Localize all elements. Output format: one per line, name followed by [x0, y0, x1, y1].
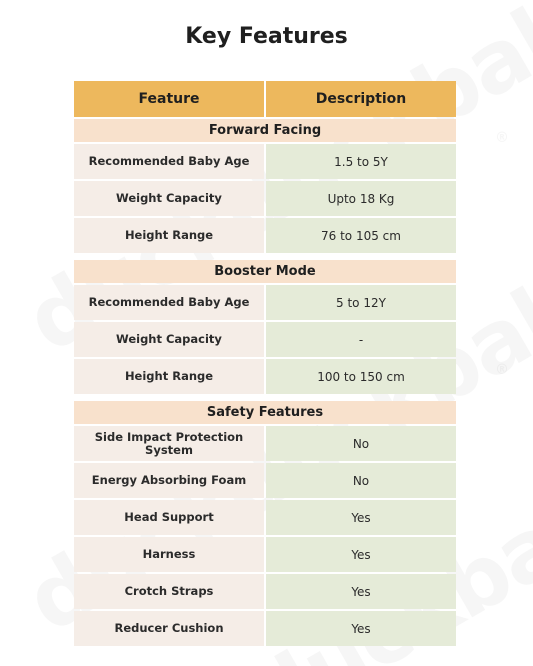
feature-cell: Recommended Baby Age: [74, 144, 264, 179]
feature-cell: Height Range: [74, 359, 264, 394]
feature-cell: Head Support: [74, 500, 264, 535]
table-row: [74, 144, 456, 179]
table-row: [74, 322, 456, 357]
table-row: [74, 359, 456, 394]
table-row: [74, 611, 456, 646]
value-cell: 1.5 to 5Y: [266, 144, 456, 179]
section-header-booster-mode: Booster Mode: [74, 260, 456, 283]
value-cell: No: [266, 426, 456, 461]
value-cell: 100 to 150 cm: [266, 359, 456, 394]
value-cell: Yes: [266, 574, 456, 609]
value-cell: Upto 18 Kg: [266, 181, 456, 216]
feature-cell: Crotch Straps: [74, 574, 264, 609]
section-header-forward-facing: Forward Facing: [74, 119, 456, 142]
table-header: [74, 81, 456, 117]
features-table: [74, 81, 456, 646]
feature-cell: Height Range: [74, 218, 264, 253]
value-cell: Yes: [266, 500, 456, 535]
value-cell: 76 to 105 cm: [266, 218, 456, 253]
section-header-safety-features: Safety Features: [74, 401, 456, 424]
value-cell: No: [266, 463, 456, 498]
value-cell: 5 to 12Y: [266, 285, 456, 320]
table-row: [74, 537, 456, 572]
table-row: [74, 181, 456, 216]
value-cell: Yes: [266, 611, 456, 646]
feature-cell: Harness: [74, 537, 264, 572]
table-row: [74, 218, 456, 253]
column-header-feature: Feature: [74, 81, 266, 117]
feature-cell: Side Impact Protection System: [74, 426, 264, 461]
table-row: [74, 574, 456, 609]
table-row: [74, 500, 456, 535]
feature-cell: Reducer Cushion: [74, 611, 264, 646]
watermark-registered-mark: [495, 130, 507, 146]
watermark-registered-mark: [495, 362, 507, 378]
value-cell: Yes: [266, 537, 456, 572]
page-title: Key Features: [185, 24, 348, 49]
feature-cell: Weight Capacity: [74, 322, 264, 357]
feature-cell: Weight Capacity: [74, 181, 264, 216]
column-header-description: Description: [315, 91, 407, 107]
table-row: [74, 426, 456, 461]
feature-cell: Energy Absorbing Foam: [74, 463, 264, 498]
table-row: [74, 285, 456, 320]
value-cell: -: [266, 322, 456, 357]
feature-cell: Recommended Baby Age: [74, 285, 264, 320]
table-row: [74, 463, 456, 498]
